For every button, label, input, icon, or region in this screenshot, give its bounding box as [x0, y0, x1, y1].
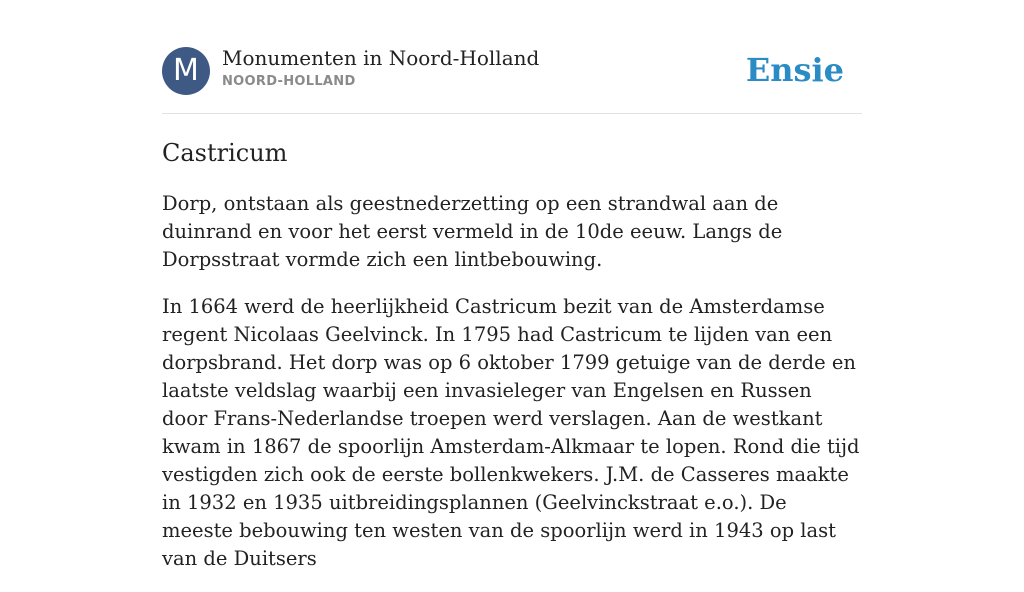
ensie-logo[interactable]: Ensie	[745, 51, 844, 89]
site-header	[162, 0, 862, 114]
page-container	[162, 0, 862, 570]
article-paragraph: Dorp, ontstaan als geestnederzetting op een strandwal aan de duinrand en voor het eerst vermeld in de 10de eeuw. Langs de Dorpsstraat vormde zich een lintbebouwing.	[162, 192, 783, 271]
site-subtitle-link[interactable]: NOORD-HOLLAND	[222, 74, 356, 89]
article-paragraph: In 1664 werd de heerlijkheid Castricum bezit van de Amsterdamse regent Nicolaas Geelvinck. In 1795 had Castricum te lijden van een dorpsbrand. Het dorp was op 6 oktober 1799 getuige van de derde en laatste veldslag waarbij een invasieleger van Engelsen en Russen door Frans-Nederlandse troepen werd verslagen. Aan de westkant kwam in 1867 de spoorlijn Amsterdam-Alkmaar te lopen. Rond die tijd vestigden zich ook de eerste bollenkwekers. J.M. de Casseres maakte in 1932 en 1935 uitbreidingsplannen (Geelvinckstraat e.o.). De meeste bebouwing ten westen van de spoorlijn werd in 1943 op last van de Duitsers	[162, 295, 860, 570]
avatar[interactable]	[162, 47, 210, 95]
site-title-link[interactable]: Monumenten in Noord-Holland	[222, 46, 540, 70]
page-title: Castricum	[162, 139, 288, 167]
article-body	[162, 190, 862, 592]
avatar-letter: M	[173, 53, 199, 88]
